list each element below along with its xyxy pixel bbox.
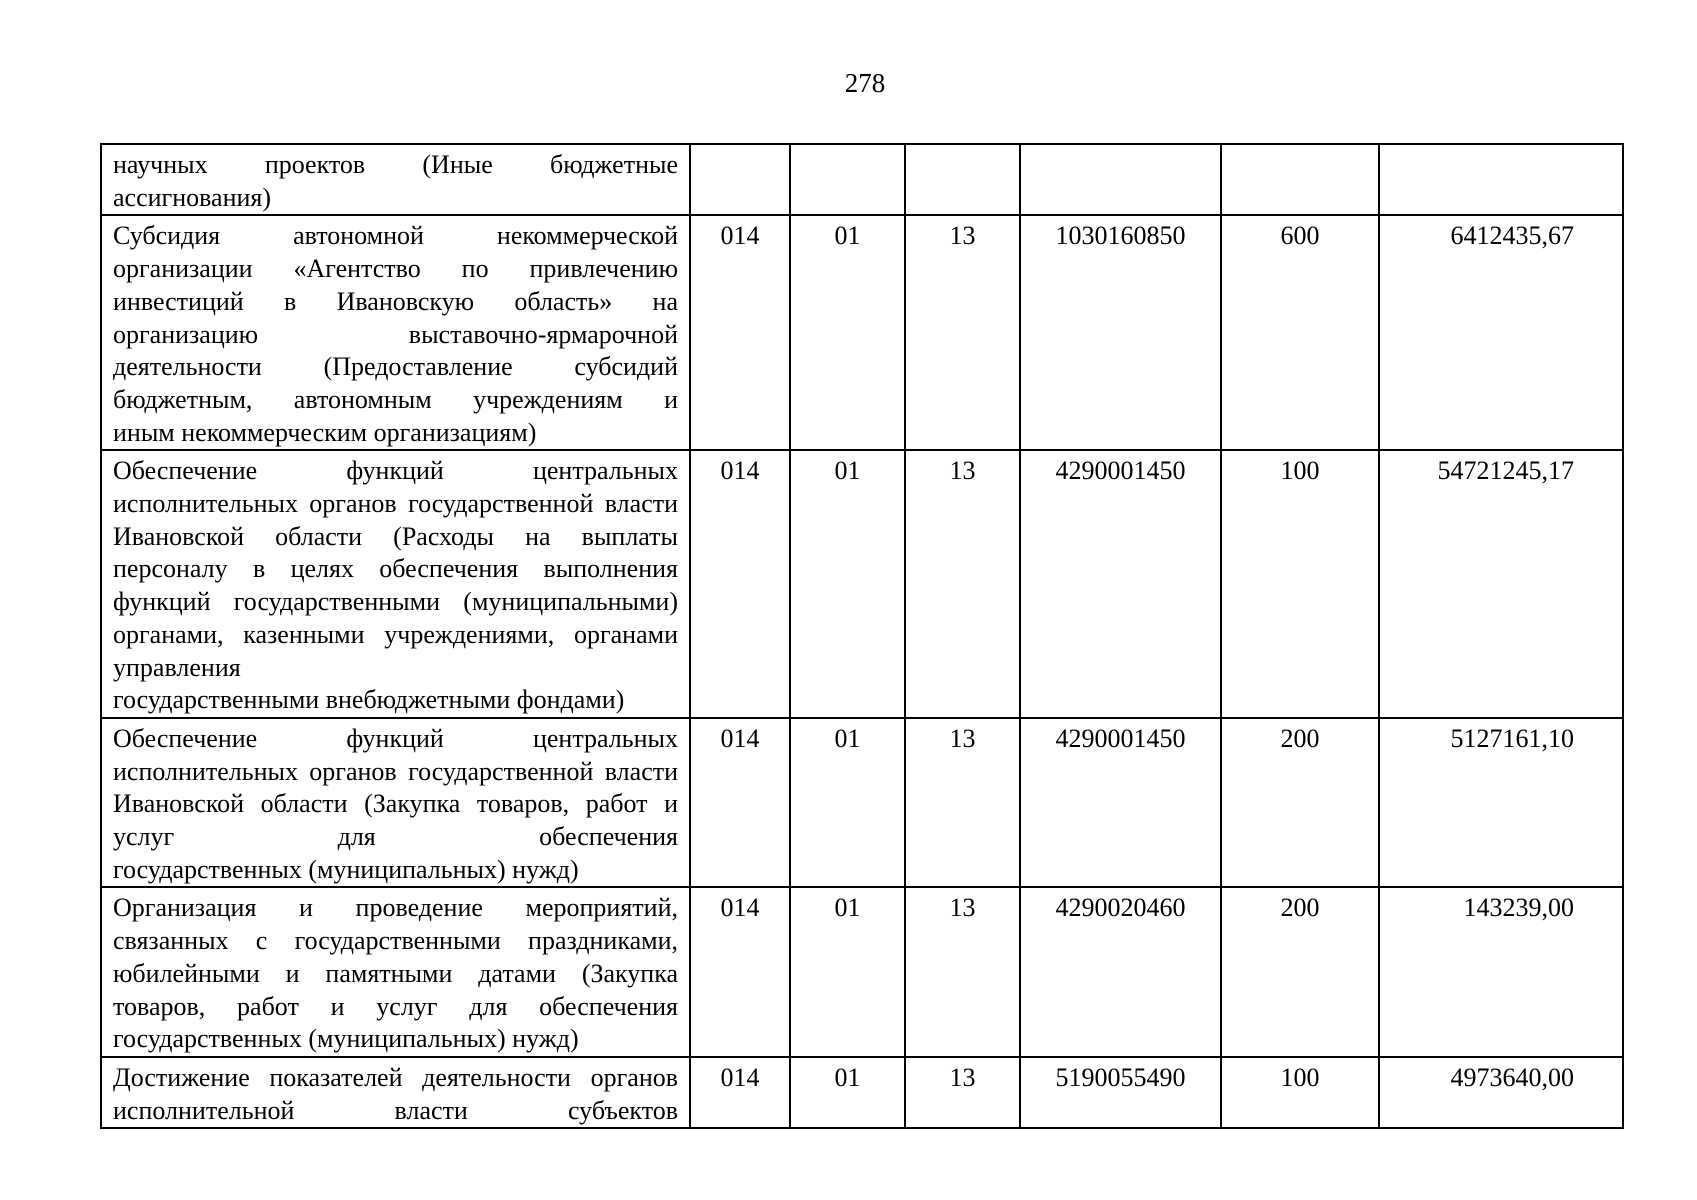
amount-cell: 143239,00: [1379, 887, 1623, 1057]
expense-name-last-line: государственных (муниципальных) нужд): [113, 854, 579, 884]
subsection-code-cell: 13: [905, 450, 1020, 718]
expense-name-line: организации «Агентство по привлечению: [113, 254, 678, 284]
expense-name-line: товаров, работ и услуг для обеспечения: [113, 789, 678, 852]
gr-code-cell: 014: [690, 215, 790, 450]
expense-name-last-line: ассигнования): [113, 182, 272, 212]
section-code-cell: [790, 144, 905, 215]
subsection-code-cell: 13: [905, 718, 1020, 888]
expense-name-last-line: государственных (муниципальных) нужд): [113, 1024, 579, 1054]
expense-name-cell: [101, 144, 690, 215]
subsection-code-cell: 13: [905, 1057, 1020, 1128]
expense-name-line: власти Ивановской области (Закупка: [113, 756, 679, 819]
page-number: 278: [844, 68, 886, 98]
expense-type-code-cell: [1221, 144, 1379, 215]
expense-name-line: власти Ивановской области (Расходы на: [113, 489, 679, 551]
expense-name-cell: [101, 718, 690, 888]
target-article-code-cell: 5190055490: [1020, 1057, 1221, 1128]
amount-cell: 4973640,00: [1379, 1057, 1623, 1128]
expense-name-line: деятельности (Предоставление субсидий: [113, 352, 678, 382]
target-article-code-cell: 4290001450: [1020, 450, 1221, 718]
expense-name-line: исполнительных органов государственной: [113, 756, 594, 786]
expense-name-line: Достижение показателей деятельности: [113, 1062, 571, 1092]
gr-code-cell: 014: [690, 887, 790, 1057]
section-code-cell: 01: [790, 1057, 905, 1128]
expense-name-last-line: иным некоммерческим организациям): [113, 417, 537, 447]
gr-code-cell: 014: [690, 1057, 790, 1128]
section-code-cell: 01: [790, 215, 905, 450]
amount-cell: [1379, 144, 1623, 215]
expense-type-code-cell: 100: [1221, 450, 1379, 718]
expense-type-code-cell: 200: [1221, 887, 1379, 1057]
expense-name-line: выполнения функций государственными: [113, 554, 678, 617]
expense-name-line: исполнительных органов государственной: [113, 489, 594, 519]
expense-type-code-cell: 100: [1221, 1057, 1379, 1128]
subsection-code-cell: 13: [905, 215, 1020, 450]
expense-name-line: организацию выставочно-ярмарочной: [113, 319, 678, 349]
expense-name-line: товаров, работ и услуг для обеспечения: [113, 991, 678, 1021]
expense-name-line: юбилейными и памятными датами (Закупка: [113, 958, 678, 988]
expense-type-code-cell: 600: [1221, 215, 1379, 450]
expense-name-cell: [101, 215, 690, 450]
gr-code-cell: 014: [690, 450, 790, 718]
expense-type-code-cell: 200: [1221, 718, 1379, 888]
expense-name-line: Обеспечение функций центральных: [113, 456, 678, 486]
table-body: [101, 144, 1623, 1128]
expense-name-line: Организация и проведение мероприятий,: [113, 893, 678, 923]
expense-name-line: Субсидия автономной некоммерческой: [113, 221, 678, 251]
expense-name-line: инвестиций в Ивановскую область» на: [113, 286, 678, 316]
target-article-code-cell: 4290001450: [1020, 718, 1221, 888]
budget-table: [100, 143, 1624, 1129]
expense-name-line: научных проектов (Иные бюджетные: [113, 150, 678, 179]
table-row: [101, 1057, 1623, 1128]
table-row: [101, 144, 1623, 215]
expense-name-line: Обеспечение функций центральных: [113, 723, 678, 753]
subsection-code-cell: [905, 144, 1020, 215]
target-article-code-cell: 4290020460: [1020, 887, 1221, 1057]
table-row: [101, 215, 1623, 450]
expense-name-cell: [101, 450, 690, 718]
subsection-code-cell: 13: [905, 887, 1020, 1057]
section-code-cell: 01: [790, 450, 905, 718]
gr-code-cell: 014: [690, 718, 790, 888]
amount-cell: 6412435,67: [1379, 215, 1623, 450]
section-code-cell: 01: [790, 887, 905, 1057]
table-row: [101, 718, 1623, 888]
table-row: [101, 887, 1623, 1057]
table-row: [101, 450, 1623, 718]
expense-name-line: бюджетным, автономным учреждениям и: [113, 384, 678, 414]
target-article-code-cell: [1020, 144, 1221, 215]
amount-cell: 54721245,17: [1379, 450, 1623, 718]
expense-name-line: связанных с государственными праздниками,: [113, 926, 678, 956]
amount-cell: 5127161,10: [1379, 718, 1623, 888]
expense-name-line: (муниципальными) органами, казенными: [113, 587, 678, 649]
expense-name-line: органов исполнительной власти субъектов: [113, 1062, 679, 1125]
expense-name-line: выплаты персоналу в целях обеспечения: [113, 521, 679, 584]
expense-name-cell: [101, 887, 690, 1057]
gr-code-cell: [690, 144, 790, 215]
expense-name-last-line: государственными внебюджетными фондами): [113, 685, 625, 715]
section-code-cell: 01: [790, 718, 905, 888]
target-article-code-cell: 1030160850: [1020, 215, 1221, 450]
expense-name-cell: [101, 1057, 690, 1128]
expense-name-line: учреждениями, органами управления: [113, 619, 679, 682]
